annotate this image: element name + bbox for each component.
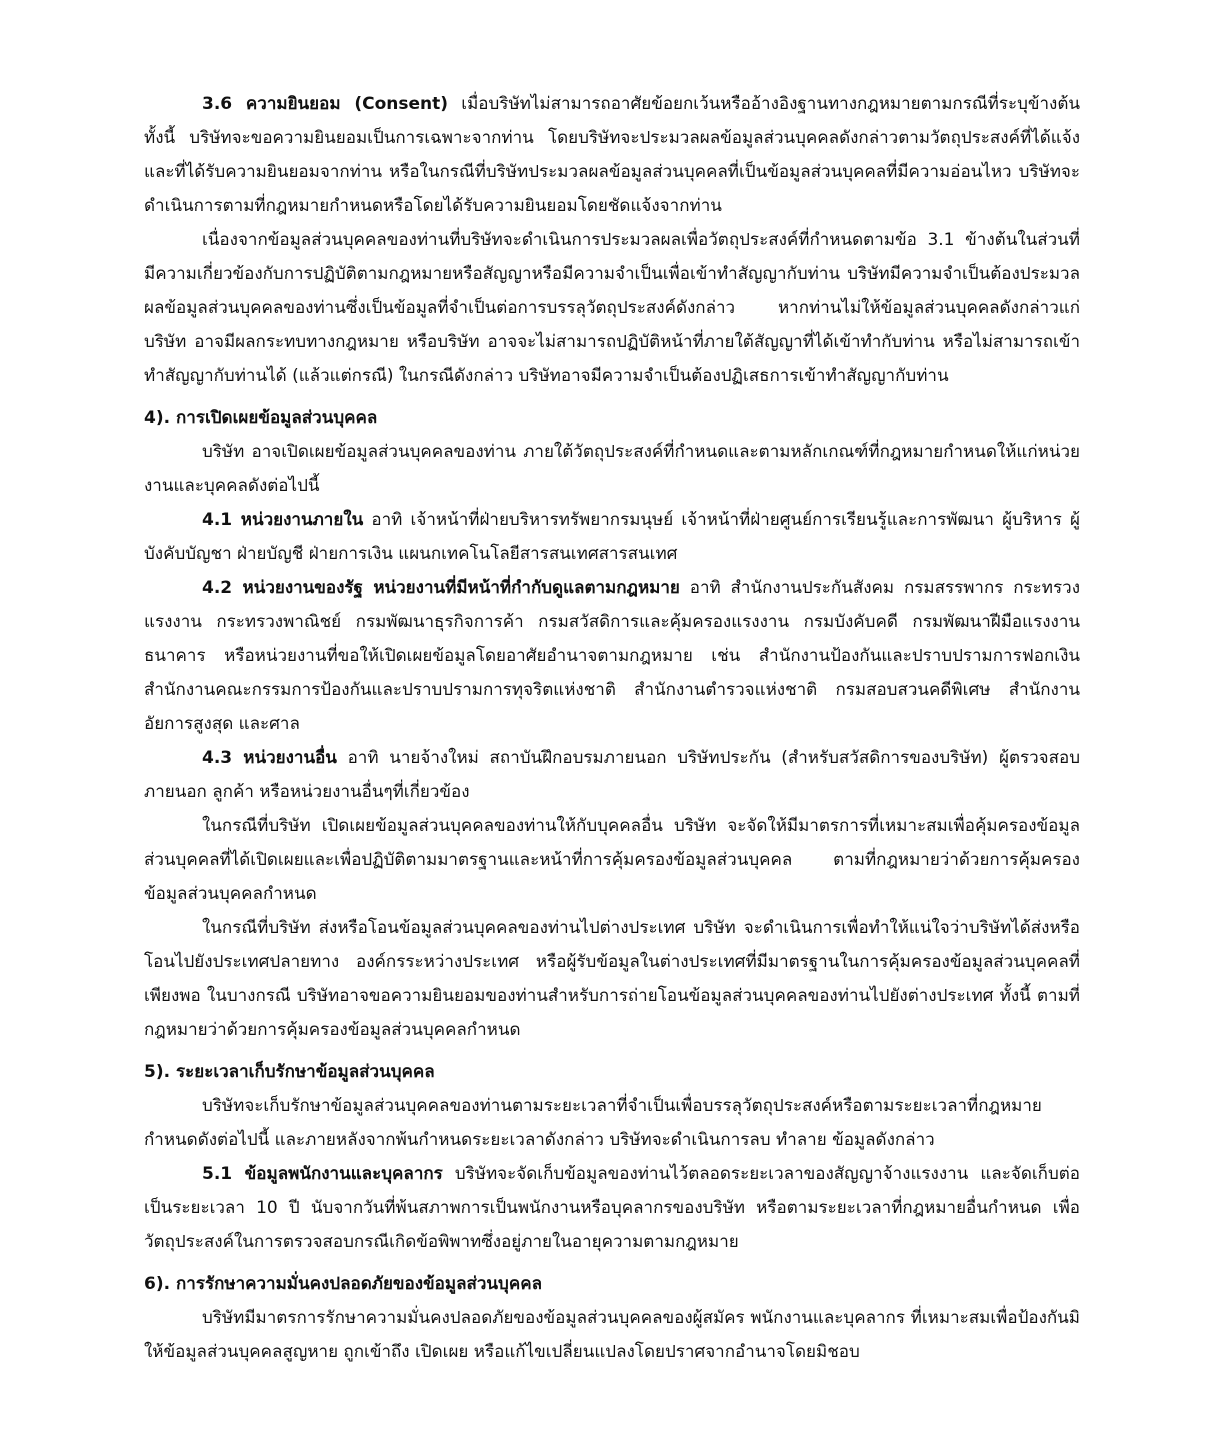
section-4-heading: 4). การเปิดเผยข้อมูลส่วนบุคคล: [144, 408, 378, 428]
section-5-1-text: บริษัทจะจัดเก็บข้อมูลของท่านไว้ตลอดระยะเวลาของสัญญาจ้างแรงงาน และจัดเก็บต่อเป็นระยะเวลา 10 ปี นับจากวันที่พ้นสภาพการเป็นพนักงานหรือบุคลากรของบริษัท หรือตามระยะเวลาที่กฎหมายอื่นกำหนด เพื่อวัตถุประสงค์ในการตรวจสอบกรณีเกิดข้อพิพาทซึ่งอยู่ภายในอายุความตามกฎหมาย: [144, 1164, 1081, 1252]
section-6-intro: บริษัทมีมาตรการรักษาความมั่นคงปลอดภัยของข้อมูลส่วนบุคคลของผู้สมัคร พนักงานและบุคลากร ที่เหมาะสมเพื่อป้องกันมิให้ข้อมูลส่วนบุคคลสูญหาย ถูกเข้าถึง เปิดเผย หรือแก้ไขเปลี่ยนแปลงโดยปราศจากอำนาจโดยมิชอบ: [144, 1308, 1080, 1362]
section-3-6-lead: 3.6 ความยินยอม (Consent): [202, 94, 449, 114]
section-4-2-lead: 4.2 หน่วยงานของรัฐ หน่วยงานที่มีหน้าที่กำกับดูแลตามกฎหมาย: [202, 578, 680, 598]
section-5-1-lead: 5.1 ข้อมูลพนักงานและบุคลากร: [202, 1164, 443, 1184]
section-5-heading: 5). ระยะเวลาเก็บรักษาข้อมูลส่วนบุคคล: [144, 1062, 435, 1082]
section-3-6-paragraph: [144, 87, 1080, 223]
section-4-2-paragraph: [144, 571, 1080, 741]
section-3-6-text: เมื่อบริษัทไม่สามารถอาศัยข้อยกเว้นหรืออ้างอิงฐานทางกฎหมายตามกรณีที่ระบุข้างต้น ทั้งนี้ บริษัทจะขอความยินยอมเป็นการเฉพาะจากท่าน โดยบริษัทจะประมวลผลข้อมูลส่วนบุคคลดังกล่าวตามวัตถุประสงค์ที่ได้แจ้งและที่ได้รับความยินยอมจากท่าน หรือในกรณีที่บริษัทประมวลผลข้อมูลส่วนบุคคลที่เป็นข้อมูลส่วนบุคคลที่มีความอ่อนไหว บริษัทจะดำเนินการตามที่กฎหมายกำหนดหรือโดยได้รับความยินยอมโดยชัดแจ้งจากท่าน: [144, 94, 1080, 216]
section-4-3-paragraph: [144, 741, 1080, 809]
section-4-intro: บริษัท อาจเปิดเผยข้อมูลส่วนบุคคลของท่าน ภายใต้วัตถุประสงค์ที่กำหนดและตามหลักเกณฑ์ที่กฎหมายกำหนดให้แก่หน่วยงานและบุคคลดังต่อไปนี้: [144, 442, 1080, 496]
spacer: [144, 1259, 1080, 1267]
transfer-paragraph: ในกรณีที่บริษัท ส่งหรือโอนข้อมูลส่วนบุคคลของท่านไปต่างประเทศ บริษัท จะดำเนินการเพื่อทำให้แน่ใจว่าบริษัทได้ส่งหรือโอนไปยังประเทศปลายทาง องค์กรระหว่างประเทศ หรือผู้รับข้อมูลในต่างประเทศที่มีมาตรฐานในการคุ้มครองข้อมูลส่วนบุคคลที่เพียงพอ ในบางกรณี บริษัทอาจขอความยินยอมของท่านสำหรับการถ่ายโอนข้อมูลส่วนบุคคลของท่านไปยังต่างประเทศ ทั้งนี้ ตามที่กฎหมายว่าด้วยการคุ้มครองข้อมูลส่วนบุคคลกำหนด: [144, 918, 1080, 1040]
necessity-paragraph: เนื่องจากข้อมูลส่วนบุคคลของท่านที่บริษัทจะดำเนินการประมวลผลเพื่อวัตถุประสงค์ที่กำหนดตามข้อ 3.1 ข้างต้นในส่วนที่มีความเกี่ยวข้องกับการปฏิบัติตามกฎหมายหรือสัญญาหรือมีความจำเป็นเพื่อเข้าทำสัญญากับท่าน บริษัทมีความจำเป็นต้องประมวลผลข้อมูลส่วนบุคคลของท่านซึ่งเป็นข้อมูลที่จำเป็นต่อการบรรลุวัตถุประสงค์ดังกล่าว หากท่านไม่ให้ข้อมูลส่วนบุคคลดังกล่าวแก่บริษัท อาจมีผลกระทบทางกฎหมาย หรือบริษัท อาจจะไม่สามารถปฏิบัติหน้าที่ภายใต้สัญญาที่ได้เข้าทำกับท่าน หรือไม่สามารถเข้าทำสัญญากับท่านได้ (แล้วแต่กรณี) ในกรณีดังกล่าว บริษัทอาจมีความจำเป็นต้องปฏิเสธการเข้าทำสัญญากับท่าน: [144, 230, 1080, 386]
section-4-1-text: อาทิ เจ้าหน้าที่ฝ่ายบริหารทรัพยากรมนุษย์ เจ้าหน้าที่ฝ่ายศูนย์การเรียนรู้และการพัฒนา ผู้บริหาร ผู้บังคับบัญชา ฝ่ายบัญชี ฝ่ายการเงิน แผนกเทคโนโลยีสารสนเทศสารสนเทศ: [144, 510, 1080, 564]
section-5-1-paragraph: [144, 1157, 1080, 1259]
section-4-3-text: อาทิ นายจ้างใหม่ สถาบันฝึกอบรมภายนอก บริษัทประกัน (สำหรับสวัสดิการของบริษัท) ผู้ตรวจสอบภายนอก ลูกค้า หรือหน่วยงานอื่นๆที่เกี่ยวข้อง: [144, 748, 1080, 802]
section-6-heading: 6). การรักษาความมั่นคงปลอดภัยของข้อมูลส่วนบุคคล: [144, 1274, 542, 1294]
section-4-3-lead: 4.3 หน่วยงานอื่น: [202, 748, 337, 768]
disclosure-paragraph: ในกรณีที่บริษัท เปิดเผยข้อมูลส่วนบุคคลของท่านให้กับบุคคลอื่น บริษัท จะจัดให้มีมาตรการที่เหมาะสมเพื่อคุ้มครองข้อมูลส่วนบุคคลที่ได้เปิดเผยและเพื่อปฏิบัติตามมาตรฐานและหน้าที่การคุ้มครองข้อมูลส่วนบุคคล ตามที่กฎหมายว่าด้วยการคุ้มครองข้อมูลส่วนบุคคลกำหนด: [144, 816, 1080, 904]
section-4-1-paragraph: [144, 503, 1080, 571]
section-5-intro: บริษัทจะเก็บรักษาข้อมูลส่วนบุคคลของท่านตามระยะเวลาที่จำเป็นเพื่อบรรลุวัตถุประสงค์หรือตามระยะเวลาที่กฎหมายกำหนดดังต่อไปนี้ และภายหลังจากพ้นกำหนดระยะเวลาดังกล่าว บริษัทจะดำเนินการลบ ทำลาย ข้อมูลดังกล่าว: [144, 1096, 1042, 1150]
section-4-2-text: อาทิ สำนักงานประกันสังคม กรมสรรพากร กระทรวงแรงงาน กระทรวงพาณิชย์ กรมพัฒนาธุรกิจการค้า กรมสวัสดิการและคุ้มครองแรงงาน กรมบังคับคดี กรมพัฒนาฝีมือแรงงาน ธนาคาร หรือหน่วยงานที่ขอให้เปิดเผยข้อมูลโดยอาศัยอำนาจตามกฎหมาย เช่น สำนักงานป้องกันและปราบปรามการฟอกเงิน สำนักงานคณะกรรมการป้องกันและปราบปรามการทุจริตแห่งชาติ สำนักงานตำรวจแห่งชาติ กรมสอบสวนคดีพิเศษ สำนักงานอัยการสูงสุด และศาล: [144, 578, 1080, 734]
spacer: [144, 1047, 1080, 1055]
spacer: [144, 393, 1080, 401]
section-4-1-lead: 4.1 หน่วยงานภายใน: [202, 510, 364, 530]
